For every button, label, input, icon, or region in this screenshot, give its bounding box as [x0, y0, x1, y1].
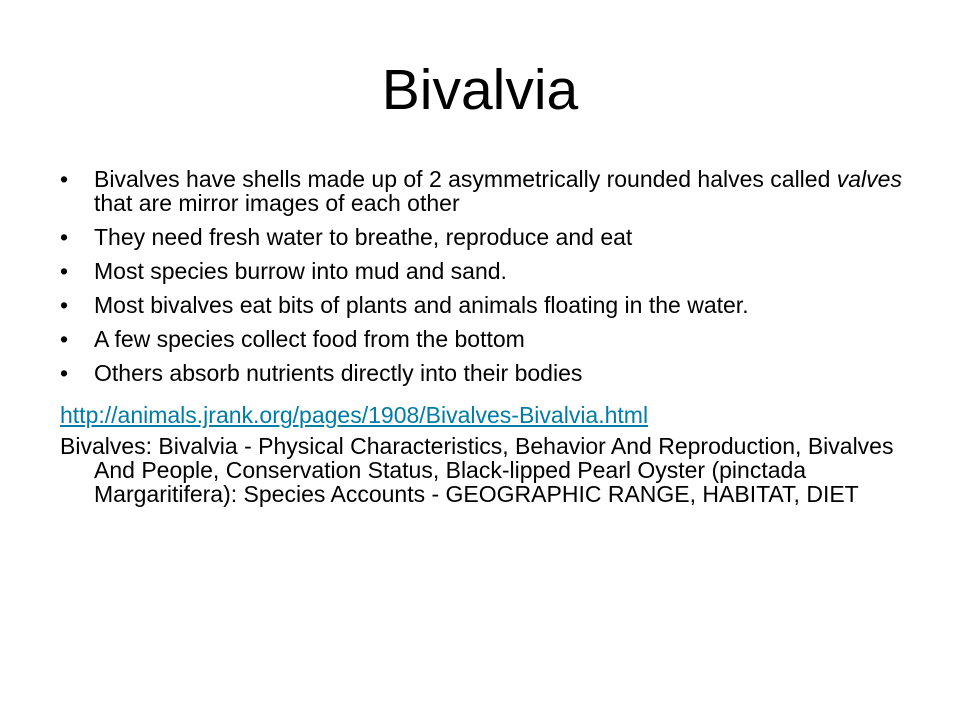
bullet-dot-icon: •	[60, 224, 69, 250]
bullet-text: Others absorb nutrients directly into their bodies	[94, 360, 583, 386]
bullet-dot-icon: •	[60, 292, 69, 318]
bullet-text: that are mirror images of each other	[94, 190, 460, 216]
bullet-item-bottom-feeders	[60, 327, 920, 351]
slide-title: Bivalvia	[381, 58, 579, 122]
bullet-item-valves	[60, 167, 920, 215]
bullet-text: Most species burrow into mud and sand.	[94, 258, 507, 284]
source-block	[60, 403, 920, 506]
bullet-text: Most bivalves eat bits of plants and animals floating in the water.	[94, 292, 749, 318]
bullet-item-absorb	[60, 361, 920, 385]
bullet-item-fresh-water	[60, 225, 920, 249]
bullet-dot-icon: •	[60, 360, 69, 386]
bullet-dot-icon: •	[60, 166, 69, 192]
bullet-text: A few species collect food from the bottom	[94, 326, 525, 352]
bullet-dot-icon: •	[60, 326, 69, 352]
bullet-text: They need fresh water to breathe, reproduce and eat	[94, 224, 633, 250]
bullet-list	[60, 167, 920, 395]
bullet-dot-icon: •	[60, 258, 69, 284]
emphasis-text: valves	[836, 166, 902, 192]
bullet-text: Bivalves have shells made up of 2 asymmetrically rounded halves called	[94, 166, 837, 192]
bullet-item-burrow	[60, 259, 920, 283]
bullet-item-diet	[60, 293, 920, 317]
source-link[interactable]: http://animals.jrank.org/pages/1908/Bivalves-Bivalvia.html	[60, 402, 649, 428]
source-description: Bivalves: Bivalvia - Physical Characteristics, Behavior And Reproduction, Bivalves And People, Conservation Status, Black-lipped Pearl Oyster (pinctada Margaritifera): Species Accounts - GEOGRAPHIC RANGE, HABITAT, DIET	[60, 433, 894, 507]
